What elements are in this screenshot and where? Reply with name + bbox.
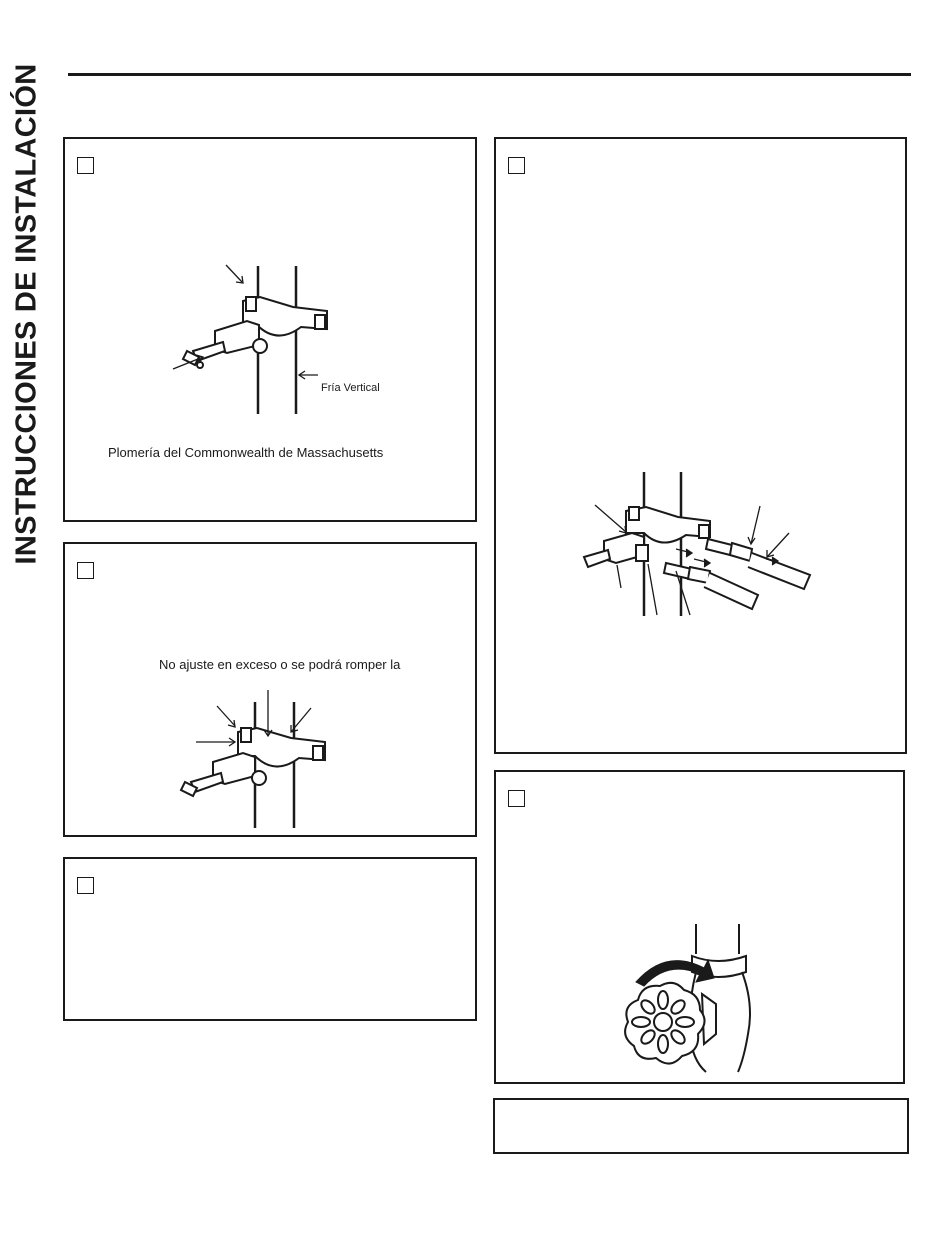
step-panel-4 (494, 137, 907, 754)
massachusetts-plumbing-caption: Plomería del Commonwealth de Massachusetts (108, 445, 384, 460)
overtighten-caution: No ajuste en exceso o se podrá romper la (159, 657, 401, 672)
saddle-valve-illustration (65, 139, 479, 524)
step-panel-3 (63, 857, 477, 1021)
step-checkbox-3[interactable] (77, 877, 94, 894)
step-panel-5 (494, 770, 905, 1084)
compression-fitting-illustration (496, 139, 909, 756)
side-title-text: INSTRUCCIONES DE INSTALACIÓN (10, 63, 43, 565)
water-valve-open-illustration (496, 772, 907, 1086)
header-rule (68, 73, 911, 76)
tighten-clamp-illustration (65, 544, 479, 839)
step-panel-1 (63, 137, 477, 522)
cold-vertical-label: Fría Vertical (321, 382, 380, 394)
note-box (493, 1098, 909, 1154)
step-panel-2 (63, 542, 477, 837)
side-section-title (12, 40, 42, 588)
